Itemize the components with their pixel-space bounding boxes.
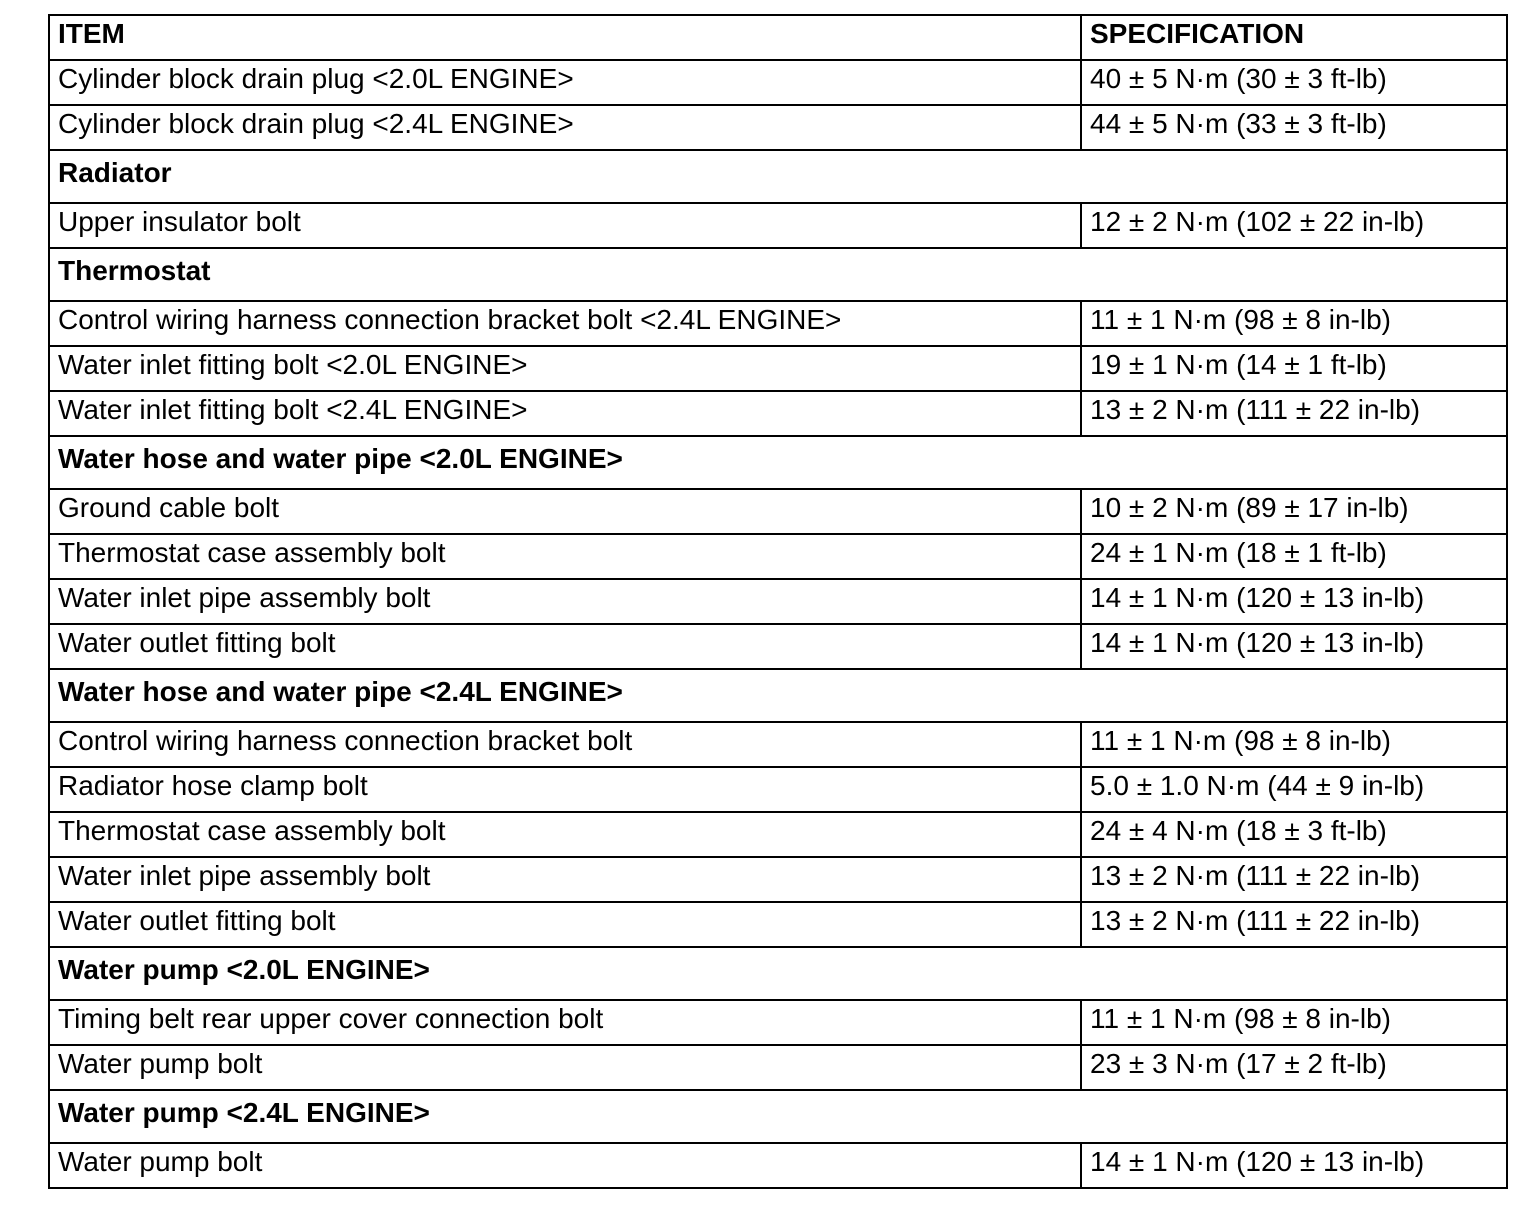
item-cell: Cylinder block drain plug <2.0L ENGINE> [49, 60, 1081, 105]
item-cell: Water inlet fitting bolt <2.0L ENGINE> [49, 346, 1081, 391]
specification-cell: 13 ± 2 N·m (111 ± 22 in-lb) [1081, 902, 1507, 947]
specification-cell: 14 ± 1 N·m (120 ± 13 in-lb) [1081, 624, 1507, 669]
item-cell: Control wiring harness connection bracket bolt <2.4L ENGINE> [49, 301, 1081, 346]
table-row [49, 489, 1507, 534]
table-body [49, 15, 1507, 1188]
item-cell: Water pump bolt [49, 1143, 1081, 1188]
item-cell: Water inlet pipe assembly bolt [49, 579, 1081, 624]
table-row [49, 902, 1507, 947]
item-cell: Upper insulator bolt [49, 203, 1081, 248]
item-cell: Water outlet fitting bolt [49, 902, 1081, 947]
section-header-row [49, 1090, 1507, 1143]
specification-cell: 19 ± 1 N·m (14 ± 1 ft-lb) [1081, 346, 1507, 391]
specification-cell: 24 ± 4 N·m (18 ± 3 ft-lb) [1081, 812, 1507, 857]
table-row [49, 1045, 1507, 1090]
section-header-row [49, 150, 1507, 203]
item-cell: Timing belt rear upper cover connection bolt [49, 1000, 1081, 1045]
specification-cell: 13 ± 2 N·m (111 ± 22 in-lb) [1081, 391, 1507, 436]
section-header-row [49, 669, 1507, 722]
table-row [49, 767, 1507, 812]
table-row [49, 60, 1507, 105]
section-title: Water pump <2.4L ENGINE> [49, 1090, 1507, 1143]
table-row [49, 301, 1507, 346]
table-header-row [49, 15, 1507, 60]
item-cell: Thermostat case assembly bolt [49, 534, 1081, 579]
specification-cell: 5.0 ± 1.0 N·m (44 ± 9 in-lb) [1081, 767, 1507, 812]
specification-cell: 11 ± 1 N·m (98 ± 8 in-lb) [1081, 301, 1507, 346]
item-cell: Ground cable bolt [49, 489, 1081, 534]
table-row [49, 346, 1507, 391]
specification-cell: 12 ± 2 N·m (102 ± 22 in-lb) [1081, 203, 1507, 248]
specification-cell: 14 ± 1 N·m (120 ± 13 in-lb) [1081, 579, 1507, 624]
table-row [49, 105, 1507, 150]
section-title: Thermostat [49, 248, 1507, 301]
item-cell: Radiator hose clamp bolt [49, 767, 1081, 812]
table-row [49, 857, 1507, 902]
item-cell: Cylinder block drain plug <2.4L ENGINE> [49, 105, 1081, 150]
section-title: Water hose and water pipe <2.0L ENGINE> [49, 436, 1507, 489]
section-title: Radiator [49, 150, 1507, 203]
item-column-header: ITEM [49, 15, 1081, 60]
section-header-row [49, 947, 1507, 1000]
table-row [49, 624, 1507, 669]
specification-cell: 14 ± 1 N·m (120 ± 13 in-lb) [1081, 1143, 1507, 1188]
section-header-row [49, 436, 1507, 489]
table-row [49, 579, 1507, 624]
section-header-row [49, 248, 1507, 301]
torque-spec-table [48, 14, 1508, 1189]
table-row [49, 391, 1507, 436]
specification-cell: 10 ± 2 N·m (89 ± 17 in-lb) [1081, 489, 1507, 534]
item-cell: Water inlet fitting bolt <2.4L ENGINE> [49, 391, 1081, 436]
specification-cell: 24 ± 1 N·m (18 ± 1 ft-lb) [1081, 534, 1507, 579]
table-row [49, 722, 1507, 767]
item-cell: Water inlet pipe assembly bolt [49, 857, 1081, 902]
specification-cell: 11 ± 1 N·m (98 ± 8 in-lb) [1081, 1000, 1507, 1045]
section-title: Water hose and water pipe <2.4L ENGINE> [49, 669, 1507, 722]
item-cell: Water outlet fitting bolt [49, 624, 1081, 669]
specification-cell: 44 ± 5 N·m (33 ± 3 ft-lb) [1081, 105, 1507, 150]
specification-column-header: SPECIFICATION [1081, 15, 1507, 60]
specification-cell: 13 ± 2 N·m (111 ± 22 in-lb) [1081, 857, 1507, 902]
table-row [49, 1000, 1507, 1045]
specification-cell: 23 ± 3 N·m (17 ± 2 ft-lb) [1081, 1045, 1507, 1090]
table-row [49, 203, 1507, 248]
table-row [49, 534, 1507, 579]
section-title: Water pump <2.0L ENGINE> [49, 947, 1507, 1000]
specification-cell: 11 ± 1 N·m (98 ± 8 in-lb) [1081, 722, 1507, 767]
item-cell: Thermostat case assembly bolt [49, 812, 1081, 857]
table-row [49, 812, 1507, 857]
item-cell: Control wiring harness connection bracket bolt [49, 722, 1081, 767]
specification-cell: 40 ± 5 N·m (30 ± 3 ft-lb) [1081, 60, 1507, 105]
item-cell: Water pump bolt [49, 1045, 1081, 1090]
table-row [49, 1143, 1507, 1188]
